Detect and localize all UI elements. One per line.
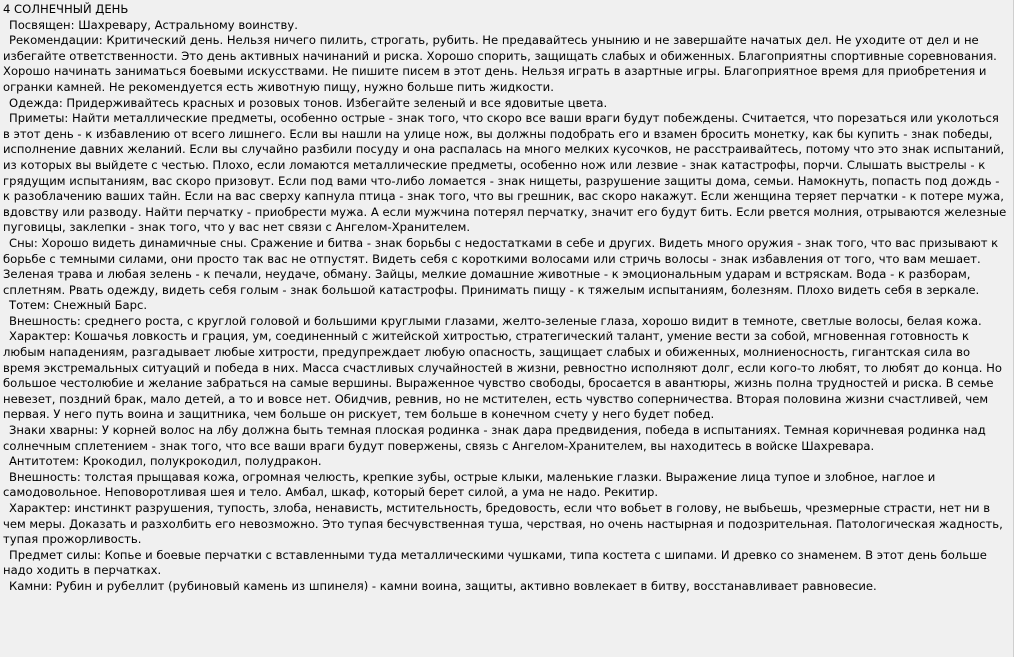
day-title: 4 СОЛНЕЧНЫЙ ДЕНЬ — [3, 2, 129, 16]
totem-appearance-paragraph: Внешность: среднего роста, с круглой головой и большими круглыми глазами, желто-зеленые глаза, хорошо видит в темноте, светлые волосы, белая кожа. — [9, 313, 982, 328]
antitotem-appearance-paragraph: Внешность: толстая прыщавая кожа, огромная челюсть, крепкие зубы, острые клыки, маленькие глазки. Выражение лица тупое и злобное, наглое и самодовольное. Неповоротливая шея и тело. Амбал, шкаф, который берет силой, а ума не надо. Рекитир. — [3, 469, 936, 500]
antitotem-paragraph: Антитотем: Крокодил, полукрокодил, полудракон. — [9, 454, 322, 469]
totem-character-paragraph: Характер: Кошачья ловкость и грация, ум, соединенный с житейской хитростью, стратегический талант, умение вести за собой, мгновенная готовность к любым нападениям, разгадывает любые хитрости, предупреждает любую опасность, защищает слабых и обиженных, молниеносность, гигантская сила во время экстремальных ситуаций и победа в них. Масса счастливых случайностей в жизни, ревностно исполняют долг, если кого-то любят, то любят до конца. Но большое честолюбие и желание забраться на самые вершины. Выраженное чувство свободы, бросается в авантюры, жизнь полна трудностей и риска. В семье невезет, поздний брак, мало детей, а то и вовсе нет. Обидчив, ревнив, но не мстителен, есть чувство соперничества. Вторая половина жизни счастливей, чем первая. У него путь воина и защитника, чем больше он рискует, тем больше в конечном счету у него будет побед. — [3, 329, 1002, 422]
antitotem-character-paragraph: Характер: инстинкт разрушения, тупость, злоба, ненависть, мстительность, бредовость, если что вобьет в голову, не выбьешь, чрезмерные страсти, нет ни в чем меры. Доказать и разхолбить его невозможно. Это тупая бесчувственная туша, черствая, но очень настырная и подозрительная. Патологическая жадность, тупая прожорливость. — [3, 501, 1003, 547]
dreams-paragraph: Сны: Хорошо видеть динамичные сны. Сражение и битва - знак борьбы с недостатками в себе и других. Видеть много оружия - знак того, что вас призывают к борьбе с темными силами, они просто так вас не отпустят. Видеть себя с короткими волосами или стричь волосы - знак избавления от того, что вам мешает. Зеленая трава и любая зелень - к печали, неудаче, обману. Зайцы, мелкие домашние животные - к эмоциональным ударам и встряскам. Вода - к разборам, сплетням. Рвать одежду, видеть себя голым - знак большой катастрофы. Принимать пищу - к тяжелым испытаниям, болезням. Плохо видеть себя в зеркале. — [3, 235, 999, 297]
recommendations-paragraph: Рекомендации: Критический день. Нельзя ничего пилить, строгать, рубить. Не предавайтесь унынию и не завершайте начатых дел. Не уходите от дел и не избегайте ответственности. Это день активных начинаний и риска. Хорошо спорить, защищать слабых и обиженных. Благоприятны спортивные соревнования. Хорошо начинать заниматься боевыми искусствами. Не пишите писем в этот день. Нельзя играть в азартные игры. Благоприятное время для приобретения и огранки камней. Не рекомендуется есть животную пищу, нужно больше пить жидкости. — [3, 33, 997, 94]
omens-paragraph: Приметы: Найти металлические предметы, особенно острые - знак того, что скоро все ваши враги будут побеждены. Считается, что порезаться или уколоться в этот день - к избавлению от всего лишнего. Если вы нашли на улице нож, вы должны подобрать его и взамен бросить монетку, как бы купить - знак победы, исполнение давних желаний. Если вы случайно разбили посуду и она распалась на много мелких кусочков, не расстраивайтесь, потому что это знак испытаний, из которых вы выйдете с честью. Плохо, если ломаются металлические предметы, особенно нож или лезвие - знак катастрофы, порчи. Слышать выстрелы - к грядущим испытаниям, вас скоро призовут. Если под вами что-либо ломается - знак нищеты, разрушение защиты дома, семьи. Намокнуть, попасть под дождь - к разоблачению ваших тайн. Если на вас сверху капнула птица - знак того, что вы грешник, вас скоро накажут. Если женщина теряет перчатки - к потере мужа, вдовству или разводу. Найти перчатку - приобрести мужа. А если мужчина потерял перчатку, значит его будут бить. Если рвется молния, отрываются железные пуговицы, заклепки - знак того, что у вас нет связи с Ангелом-Хранителем. — [3, 111, 1007, 235]
power-object-paragraph: Предмет силы: Копье и боевые перчатки с вставленными туда металлическими чушками, типа костета с шипами. И древко со знаменем. В этот день больше надо ходить в перчатках. — [3, 547, 987, 578]
stones-paragraph: Камни: Рубин и рубеллит (рубиновый камень из шпинеля) - камни воина, защиты, активно вовлекает в битву, восстанавливает равновесие. — [9, 578, 877, 593]
hvarna-signs-paragraph: Знаки хварны: У корней волос на лбу должна быть темная плоская родинка - знак дара предвидения, победа в испытаниях. Темная коричневая родинка над солнечным сплетением - знак того, что все ваши враги будут повержены, связь с Ангелом-Хранителем, вы находитесь в войске Шахревара. — [3, 423, 986, 453]
dedication-paragraph: Посвящен: Шахревару, Астральному воинству. — [9, 17, 298, 32]
totem-paragraph: Тотем: Снежный Барс. — [9, 298, 148, 313]
clothing-paragraph: Одежда: Придерживайтесь красных и розовых тонов. Избегайте зеленый и все ядовитые цвета. — [9, 95, 608, 110]
